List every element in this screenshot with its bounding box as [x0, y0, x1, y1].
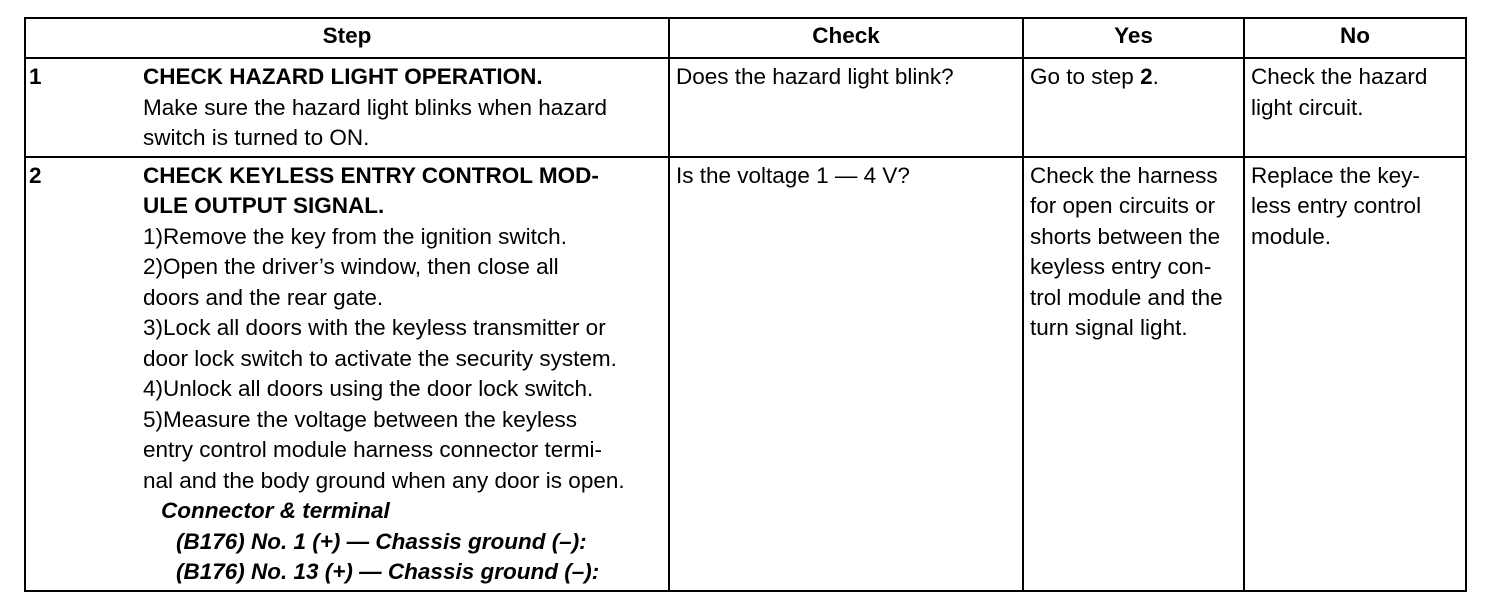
connector-line: (B176) No. 1 (+) — Chassis ground (–): — [176, 528, 587, 554]
connector-line: (B176) No. 13 (+) — Chassis ground (–): — [176, 559, 600, 584]
substep-text: Open the driver’s window, then close all — [163, 254, 559, 279]
step-desc-line: switch is turned to ON. — [143, 125, 370, 150]
substep-index: 2) — [143, 254, 164, 279]
step-cell — [25, 157, 669, 591]
no-cell — [1244, 157, 1466, 591]
yes-line: Check the harness — [1030, 162, 1218, 188]
yes-line: trol module and the — [1030, 284, 1223, 310]
substep-line — [143, 405, 662, 436]
diagnostic-table — [24, 17, 1467, 592]
substep-index: 1) — [143, 223, 164, 249]
substep-line: nal and the body ground when any door is open. — [143, 467, 625, 493]
header-check: Check — [669, 18, 1023, 58]
substep-index: 5) — [143, 406, 164, 432]
table-row — [25, 157, 1466, 591]
check-cell — [669, 58, 1023, 157]
substep-index: 3) — [143, 315, 164, 340]
header-yes: Yes — [1023, 18, 1244, 58]
no-line: Replace the key- — [1251, 162, 1420, 188]
substep-line — [143, 222, 662, 253]
no-line: light circuit. — [1251, 94, 1364, 120]
substep-line: doors and the rear gate. — [143, 284, 384, 310]
substep-text: Lock all doors with the keyless transmitter or — [163, 315, 606, 340]
check-text: Does the hazard light blink? — [676, 64, 954, 89]
step-number: 2 — [29, 162, 42, 188]
header-no: No — [1244, 18, 1466, 58]
yes-line: turn signal light. — [1030, 315, 1188, 340]
header-step: Step — [25, 18, 669, 58]
step-cell — [25, 58, 669, 157]
step-number: 1 — [29, 64, 42, 89]
yes-suffix: . — [1152, 64, 1159, 89]
no-cell — [1244, 58, 1466, 157]
substep-line: door lock switch to activate the security system. — [143, 345, 617, 371]
substep-text: Remove the key from the ignition switch. — [163, 223, 567, 249]
substep-text: Measure the voltage between the keyless — [163, 406, 578, 432]
yes-text — [1030, 62, 1237, 93]
step-title-line: ULE OUTPUT SIGNAL. — [143, 193, 385, 218]
yes-prefix: Go to step — [1030, 64, 1141, 89]
no-line: module. — [1251, 223, 1332, 249]
yes-line: shorts between the — [1030, 223, 1221, 249]
no-line: Check the hazard — [1251, 64, 1428, 89]
substep-text: Unlock all doors using the door lock switch. — [163, 376, 594, 401]
yes-cell — [1023, 157, 1244, 591]
check-text: Is the voltage 1 — 4 V? — [676, 162, 910, 188]
substep-line — [143, 313, 662, 344]
yes-step-ref: 2 — [1140, 64, 1153, 89]
table-row — [25, 58, 1466, 157]
substep-index: 4) — [143, 376, 164, 401]
step-title-line: CHECK KEYLESS ENTRY CONTROL MOD- — [143, 162, 599, 188]
step-desc-line: Make sure the hazard light blinks when hazard — [143, 94, 608, 120]
substep-line — [143, 252, 662, 283]
step-title: CHECK HAZARD LIGHT OPERATION. — [143, 64, 543, 89]
yes-line: keyless entry con- — [1030, 254, 1212, 279]
header-row — [25, 18, 1466, 58]
yes-line: for open circuits or — [1030, 193, 1216, 218]
no-line: less entry control — [1251, 193, 1422, 218]
connector-heading: Connector & terminal — [161, 498, 390, 523]
substep-line — [143, 374, 662, 405]
check-cell — [669, 157, 1023, 591]
substep-line: entry control module harness connector termi- — [143, 437, 602, 462]
yes-cell — [1023, 58, 1244, 157]
